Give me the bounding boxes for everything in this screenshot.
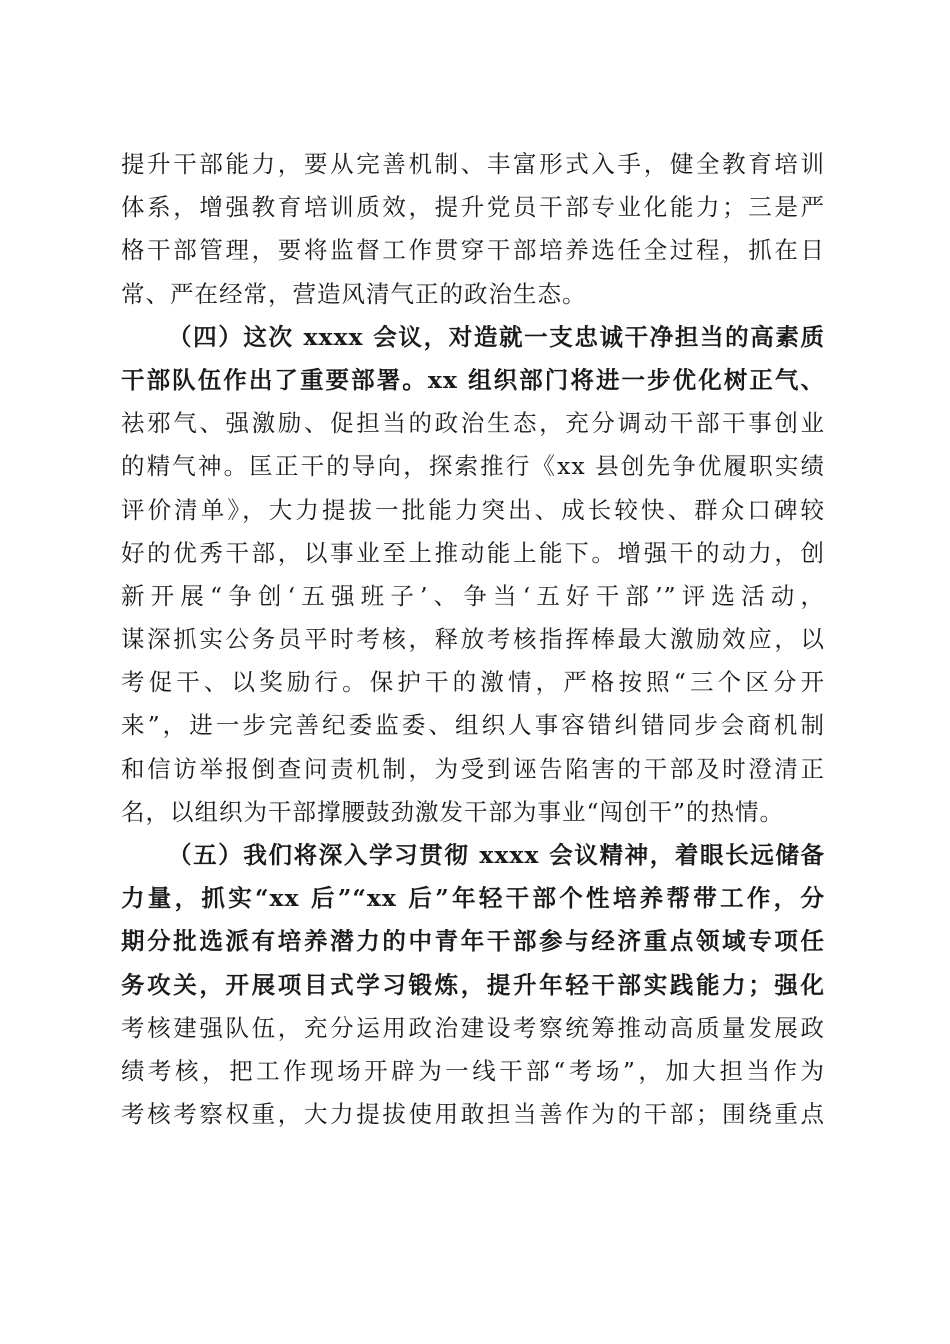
text-line: 的精气神。匡正干的导向，探索推行《xx 县创先争优履职实绩 (121, 452, 825, 481)
text-line: 新开展“争创‘五强班子’、争当‘五好干部’”评选活动， (121, 581, 825, 610)
paragraph-4-lead (121, 316, 825, 402)
text-line: 名，以组织为干部撑腰鼓劲激发干部为事业“闯创干”的热情。 (121, 797, 785, 826)
text-line: 常、严在经常，营造风清气正的政治生态。 (121, 279, 587, 308)
text-line: 考核建强队伍，充分运用政治建设考察统筹推动高质量发展政 (121, 1013, 825, 1042)
paragraph-5-body (121, 1007, 825, 1137)
text-line: 祛邪气、强激励、促担当的政治生态，充分调动干部干事创业 (121, 409, 825, 438)
paragraph-3-continued (121, 143, 825, 316)
paragraph-5-lead (121, 834, 825, 1007)
text-line: 和信访举报倒查问责机制，为受到诬告陷害的干部及时澄清正 (121, 754, 825, 783)
text-line: 谋深抓实公务员平时考核，释放考核指挥棒最大激励效应，以 (121, 625, 825, 654)
text-line: 绩考核，把工作现场开辟为一线干部“考场”，加大担当作为 (121, 1056, 825, 1085)
document-page (121, 143, 825, 1136)
text-line: 来”，进一步完善纪委监委、组织人事容错纠错同步会商机制 (121, 711, 825, 740)
text-line: 务攻关，开展项目式学习锻炼，提升年轻干部实践能力；强化 (121, 970, 825, 999)
text-line: 好的优秀干部，以事业至上推动能上能下。增强干的动力，创 (121, 538, 825, 567)
text-line: （四）这次 xxxx 会议，对造就一支忠诚干净担当的高素质 (168, 322, 825, 351)
text-line: 评价清单》，大力提拔一批能力突出、成长较快、群众口碑较 (121, 495, 825, 524)
text-line: 提升干部能力，要从完善机制、丰富形式入手，健全教育培训 (121, 150, 825, 178)
text-line: 考促干、以奖励行。保护干的激情，严格按照“三个区分开 (121, 668, 825, 697)
text-line: 力量，抓实“xx 后”“xx 后”年轻干部个性培养帮带工作，分 (121, 884, 825, 913)
text-line: 考核考察权重，大力提拔使用敢担当善作为的干部；围绕重点 (121, 1100, 825, 1129)
text-line: 干部队伍作出了重要部署。xx 组织部门将进一步优化树正气、 (121, 365, 825, 394)
text-line: 体系，增强教育培训质效，提升党员干部专业化能力；三是严 (121, 193, 825, 222)
paragraph-4-body (121, 402, 825, 834)
text-line: 格干部管理，要将监督工作贯穿干部培养选任全过程，抓在日 (121, 236, 825, 265)
text-line: （五）我们将深入学习贯彻 xxxx 会议精神，着眼长远储备 (168, 841, 825, 869)
text-line: 期分批选派有培养潜力的中青年干部参与经济重点领域专项任 (121, 927, 825, 956)
